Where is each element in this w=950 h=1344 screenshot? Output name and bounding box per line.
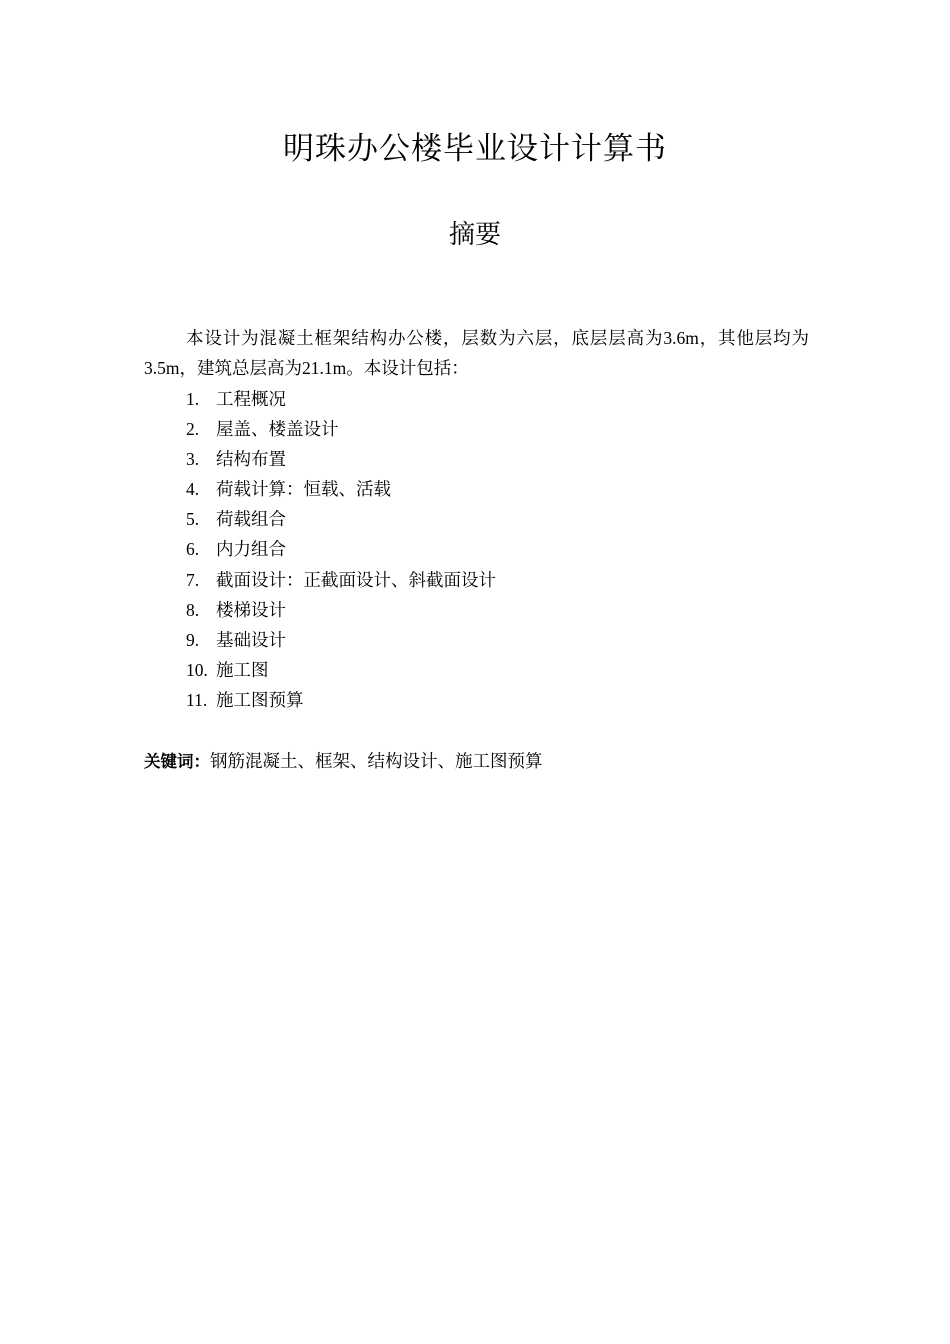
- list-item-text: 施工图预算: [216, 689, 304, 710]
- list-item-number: 11.: [186, 689, 208, 710]
- keywords-label: 关键词：: [144, 752, 210, 771]
- list-item-number: 9.: [186, 629, 200, 650]
- list-item-text: 内力组合: [216, 539, 286, 560]
- list-item-number: 1.: [186, 389, 200, 409]
- list-item: [186, 444, 496, 474]
- list-item-text: 施工图: [216, 659, 269, 680]
- list-item-text: 工程概况: [216, 389, 286, 409]
- list-item-text: 基础设计: [216, 629, 286, 650]
- document-title: 明珠办公楼毕业设计计算书: [283, 131, 667, 167]
- list-item-number: 7.: [186, 569, 200, 590]
- list-item-text: 屋盖、楼盖设计: [216, 419, 339, 440]
- list-item: [186, 655, 496, 685]
- list-item: [186, 384, 496, 414]
- list-item-text: 荷载计算：恒载、活载: [216, 479, 391, 500]
- abstract-paragraph: 本设计为混凝土框架结构办公楼，层数为六层，底层层高为3.6m，其他层均为3.5m，建筑总层高为21.1m。本设计包括：: [144, 328, 809, 378]
- list-item-text: 截面设计：正截面设计、斜截面设计: [216, 569, 496, 590]
- list-item: [186, 474, 496, 504]
- list-item: [186, 534, 496, 564]
- list-item-number: 5.: [186, 509, 200, 530]
- abstract-heading: 摘要: [448, 220, 501, 250]
- list-item: [186, 625, 496, 655]
- list-item: [186, 595, 496, 625]
- keywords-line: [144, 746, 543, 777]
- keywords-text: 钢筋混凝土、框架、结构设计、施工图预算: [210, 751, 543, 771]
- list-item-text: 结构布置: [216, 449, 286, 470]
- design-contents-list: [186, 384, 496, 715]
- list-item: [186, 414, 496, 444]
- list-item-text: 荷载组合: [216, 509, 286, 530]
- list-item-number: 4.: [186, 479, 200, 500]
- list-item-number: 6.: [186, 539, 200, 560]
- list-item-number: 8.: [186, 599, 200, 620]
- list-item-text: 楼梯设计: [216, 599, 286, 620]
- list-item: [186, 685, 496, 715]
- list-item: [186, 565, 496, 595]
- list-item-number: 2.: [186, 419, 200, 440]
- list-item-number: 10.: [186, 659, 208, 680]
- list-item-number: 3.: [186, 449, 200, 470]
- list-item: [186, 504, 496, 534]
